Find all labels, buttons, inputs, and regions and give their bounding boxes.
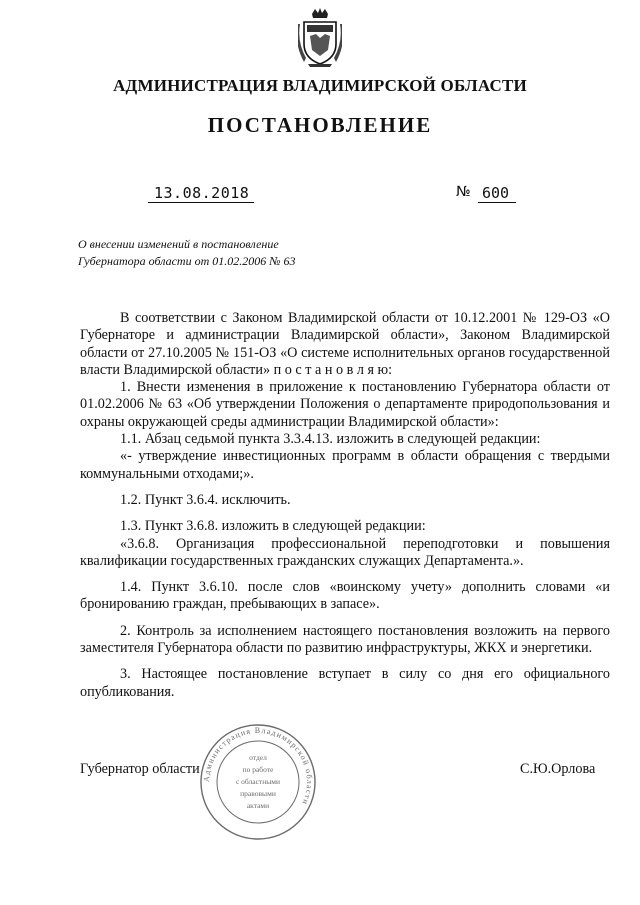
body-paragraph: 1.4. Пункт 3.6.10. после слов «воинскому учету» дополнить словами «и бронированию граждан, пребывающих в запасе». xyxy=(80,579,610,613)
stamp-outer-text: Администрация Владимирской области xyxy=(201,725,315,807)
body-paragraph: 1.1. Абзац седьмой пункта 3.3.4.13. изложить в следующей редакции: xyxy=(120,431,541,448)
stamp-inner-line: по работе xyxy=(242,765,274,774)
document-subject xyxy=(78,236,338,270)
body-paragraph: 1.2. Пункт 3.6.4. исключить. xyxy=(120,491,291,508)
stamp-inner-line: отдел xyxy=(249,753,267,762)
body-paragraph: 1.3. Пункт 3.6.8. изложить в следующей редакции: xyxy=(120,518,426,535)
body-paragraph: 1. Внести изменения в приложение к постановлению Губернатора области от 01.02.2006 № 63 «Об утверждении Положения о департаменте природопользования и охраны окружающей среды администрации Владимирской области»: xyxy=(80,379,610,430)
stamp-inner-line: актами xyxy=(246,801,270,810)
document-number-label: № xyxy=(456,184,471,200)
body-paragraph: «- утверждение инвестиционных программ в области обращения с твердыми коммунальными отходами;». xyxy=(80,448,610,482)
coat-of-arms-emblem xyxy=(298,8,342,68)
document-date: 13.08.2018 xyxy=(148,184,254,203)
body-paragraph: «3.6.8. Организация профессиональной переподготовки и повышения квалификации государственных гражданских служащих Департамента.». xyxy=(80,535,610,569)
body-paragraph: В соответствии с Законом Владимирской области от 10.12.2001 № 129-ОЗ «О Губернаторе и администрации Владимирской области», Законом Владимирской области от 27.10.2005 № 151-ОЗ «О системе исполнительных органов государственной власти Владимирской области» п о с т а н о в л я ю: xyxy=(80,310,610,378)
body-paragraph: 2. Контроль за исполнением настоящего постановления возложить на первого заместителя Губернатора области по развитию инфраструктуры, ЖКХ и энергетики. xyxy=(80,622,610,657)
body-paragraph: 3. Настоящее постановление вступает в силу со дня его официального опубликования. xyxy=(80,666,610,700)
document-body xyxy=(80,310,610,701)
stamp-inner-line: правовыми xyxy=(240,789,276,798)
signatory-name: С.Ю.Орлова xyxy=(520,761,596,777)
document-type-title: ПОСТАНОВЛЕНИЕ xyxy=(207,113,433,137)
subject-line: О внесении изменений в постановление xyxy=(78,237,279,251)
official-stamp xyxy=(198,722,318,842)
subject-line: Губернатора области от 01.02.2006 № 63 xyxy=(78,254,296,268)
signatory-title: Губернатор области xyxy=(80,761,200,777)
stamp-inner-line: с областными xyxy=(235,777,281,786)
organization-name: АДМИНИСТРАЦИЯ ВЛАДИМИРСКОЙ ОБЛАСТИ xyxy=(113,76,527,95)
document-number: 600 xyxy=(478,184,516,203)
